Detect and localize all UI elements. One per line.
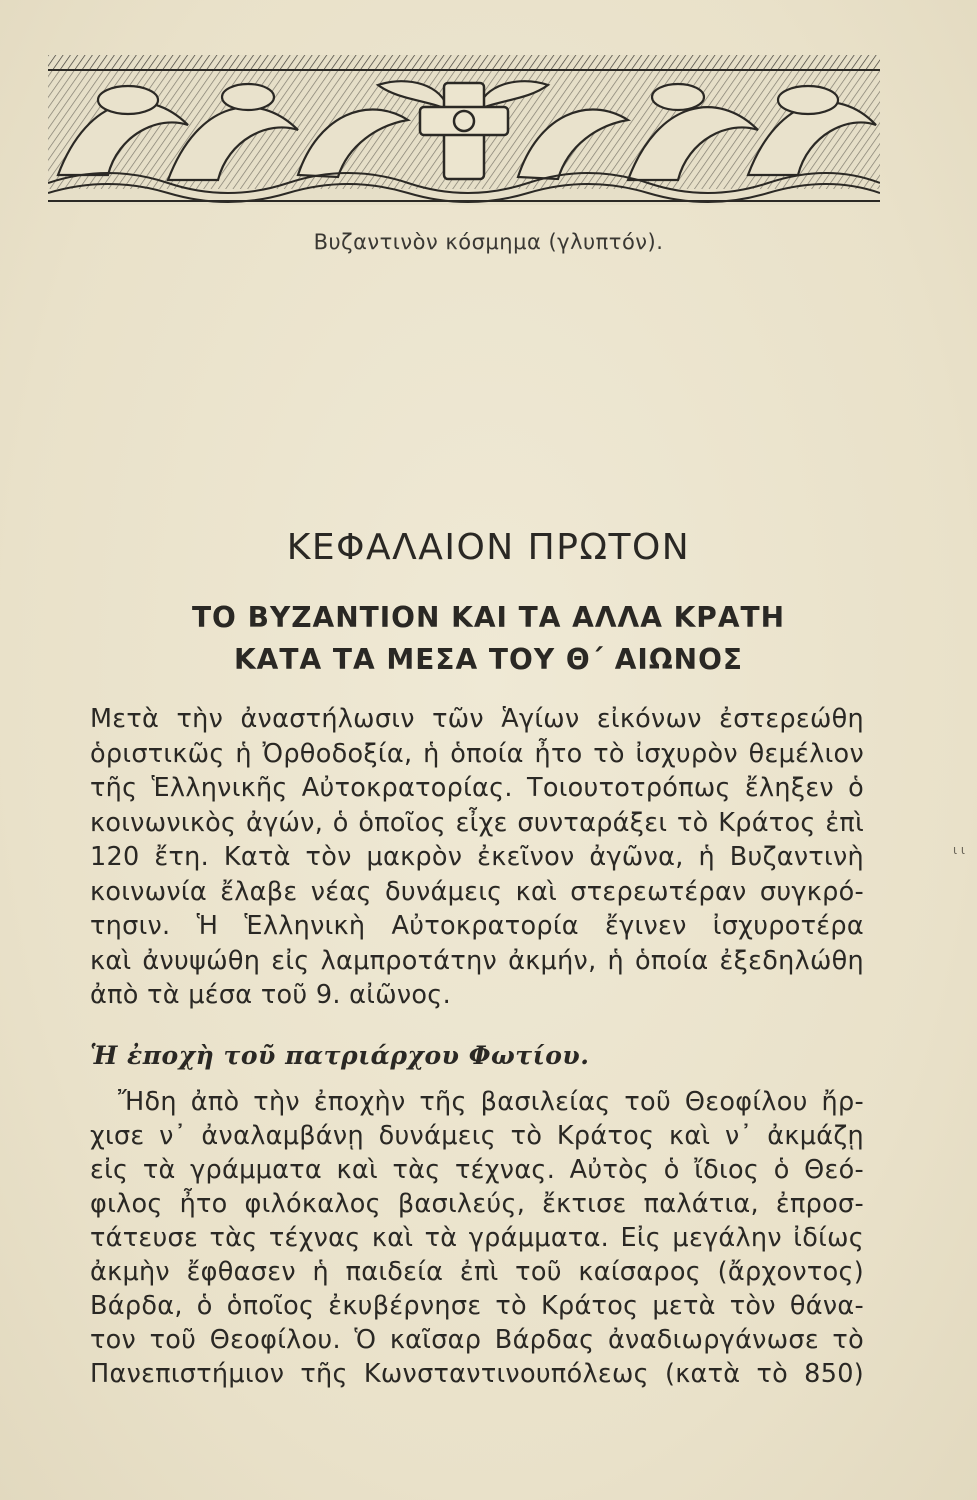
section-paragraph [90,1085,864,1391]
chapter-subtitle [0,597,977,681]
chapter-subtitle-line: ΤΟ ΒΥΖΑΝΤΙΟΝ ΚΑΙ ΤΑ ΑΛΛΑ ΚΡΑΤΗ [191,601,786,634]
margin-mark: ι ι [953,843,965,857]
text-line: χισε ν᾿ ἀναλαμβάνῃ δυνάμεις τὸ Κράτος καὶ ν᾿ ἀκμάζῃ [90,1121,864,1151]
text-line: ἀπὸ τὰ μέσα τοῦ 9. αἰῶνος. [90,980,451,1010]
byzantine-ornament-icon [48,55,880,205]
text-line: 120 ἔτη. Κατὰ τὸν μακρὸν ἐκεῖνον ἀγῶνα, ἡ Βυζαντινὴ [90,842,864,872]
text-line: Πανεπιστήμιον τῆς Κωνσταντινουπόλεως (κατὰ τὸ 850) [90,1359,864,1389]
text-line: ἀκμὴν ἔφθασεν ἡ παιδεία ἐπὶ τοῦ καίσαρος (ἄρχοντος) [90,1257,864,1287]
text-line: τον τοῦ Θεοφίλου. Ὁ καῖσαρ Βάρδας ἀναδιωργάνωσε τὸ [90,1325,864,1355]
intro-paragraph [90,702,864,1013]
text-line: Ἤδη ἀπὸ τὴν ἐποχὴν τῆς βασιλείας τοῦ Θεοφίλου ἤρ- [118,1087,864,1117]
text-line: τησιν. Ἡ Ἑλληνικὴ Αὐτοκρατορία ἔγινεν ἰσχυροτέρα [90,911,864,941]
text-line: τάτευσε τὰς τέχνας καὶ τὰ γράμματα. Εἰς μεγάλην ἰδίως [90,1223,864,1253]
text-line: εἰς τὰ γράμματα καὶ τὰς τέχνας. Αὐτὸς ὁ ἴδιος ὁ Θεό- [90,1155,864,1185]
text-line: καὶ ἀνυψώθη εἰς λαμπροτάτην ἀκμήν, ἡ ὁποία ἐξεδηλώθη [90,945,864,976]
chapter-subtitle-line: ΚΑΤΑ ΤΑ ΜΕΣΑ ΤΟΥ Θ΄ ΑΙΩΝΟΣ [233,643,744,676]
ornament-caption: Βυζαντινὸν κόσμημα (γλυπτόν). [313,230,664,254]
text-line: ὁριστικῶς ἡ Ὀρθοδοξία, ἡ ὁποία ἦτο τὸ ἰσχυρὸν θεμέλιον [90,738,864,769]
chapter-title: ΚΕΦΑΛΑΙΟΝ ΠΡΩΤΟΝ [286,527,691,568]
text-line: τῆς Ἑλληνικῆς Αὐτοκρατορίας. Τοιουτοτρόπως ἔληξεν ὁ [90,773,864,803]
text-line: κοινωνία ἔλαβε νέας δυνάμεις καὶ στερεωτέραν συγκρό- [90,876,864,907]
text-line: Βάρδα, ὁ ὁποῖος ἐκυβέρνησε τὸ Κράτος μετὰ τὸν θάνα- [90,1291,864,1321]
section-heading: Ἡ ἐποχὴ τοῦ πατριάρχου Φωτίου. [90,1041,590,1070]
text-line: Μετὰ τὴν ἀναστήλωσιν τῶν Ἁγίων εἰκόνων ἐστερεώθη [90,704,864,734]
text-line: φιλος ἦτο φιλόκαλος βασιλεύς, ἔκτισε παλάτια, ἐπροσ- [90,1189,864,1219]
text-line: κοινωνικὸς ἀγών, ὁ ὁποῖος εἶχε συνταράξει τὸ Κράτος ἐπὶ [90,807,864,838]
